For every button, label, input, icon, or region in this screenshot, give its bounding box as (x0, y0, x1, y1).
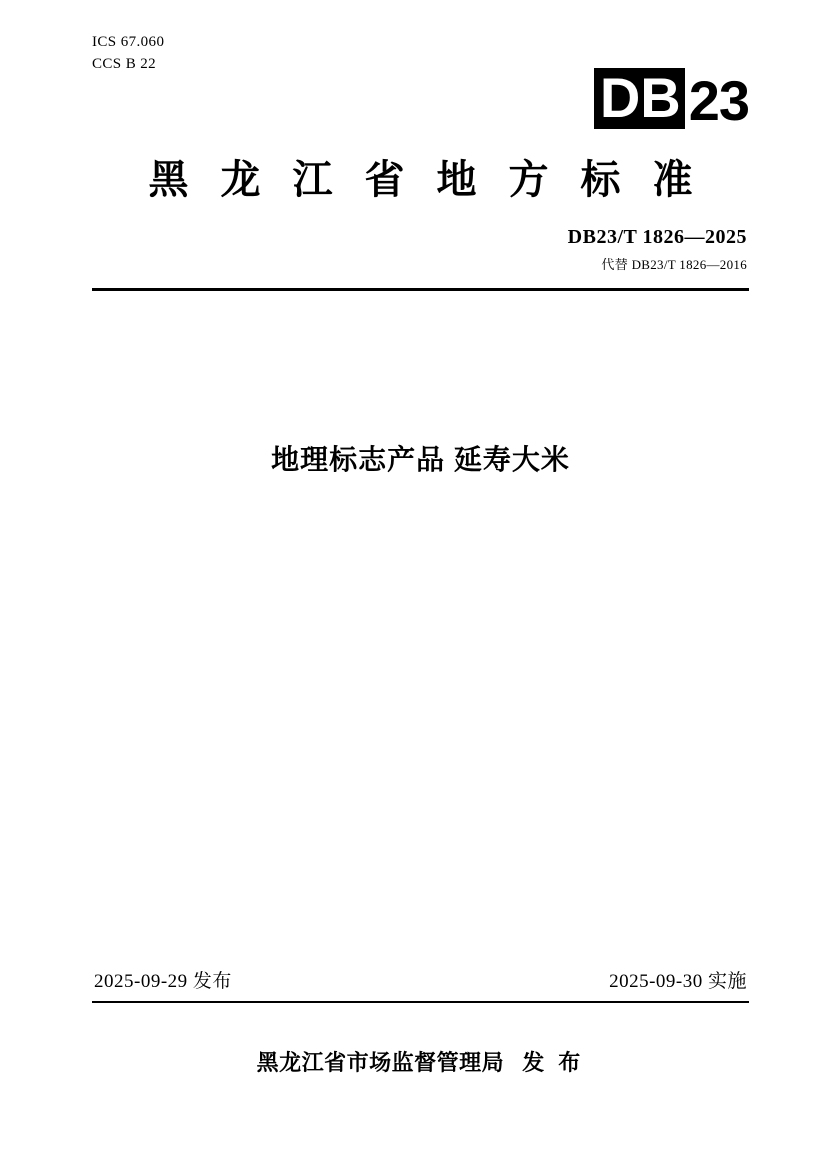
publisher-name: 黑龙江省市场监督管理局 (256, 1050, 505, 1075)
classification-block (92, 32, 164, 76)
issue-date: 2025-09-29 发布 (94, 971, 232, 992)
db23-logo (594, 66, 749, 132)
footer-divider (92, 1001, 749, 1003)
standard-series-title: 黑龙江省地方标准 (148, 158, 725, 202)
publisher-suffix: 发 布 (522, 1050, 585, 1075)
db-number: 23 (688, 69, 749, 132)
standard-replaces: 代替 DB23/T 1826—2016 (601, 257, 747, 272)
document-title: 地理标志产品 延寿大米 (271, 444, 570, 475)
implementation-date: 2025-09-30 实施 (609, 971, 747, 992)
header-divider (92, 288, 749, 291)
ics-code: ICS 67.060 (92, 34, 165, 50)
publisher-line (92, 1046, 749, 1077)
db-mark: DB (594, 68, 685, 129)
ccs-code: CCS B 22 (92, 55, 157, 72)
standard-number: DB23/T 1826—2025 (567, 226, 747, 248)
